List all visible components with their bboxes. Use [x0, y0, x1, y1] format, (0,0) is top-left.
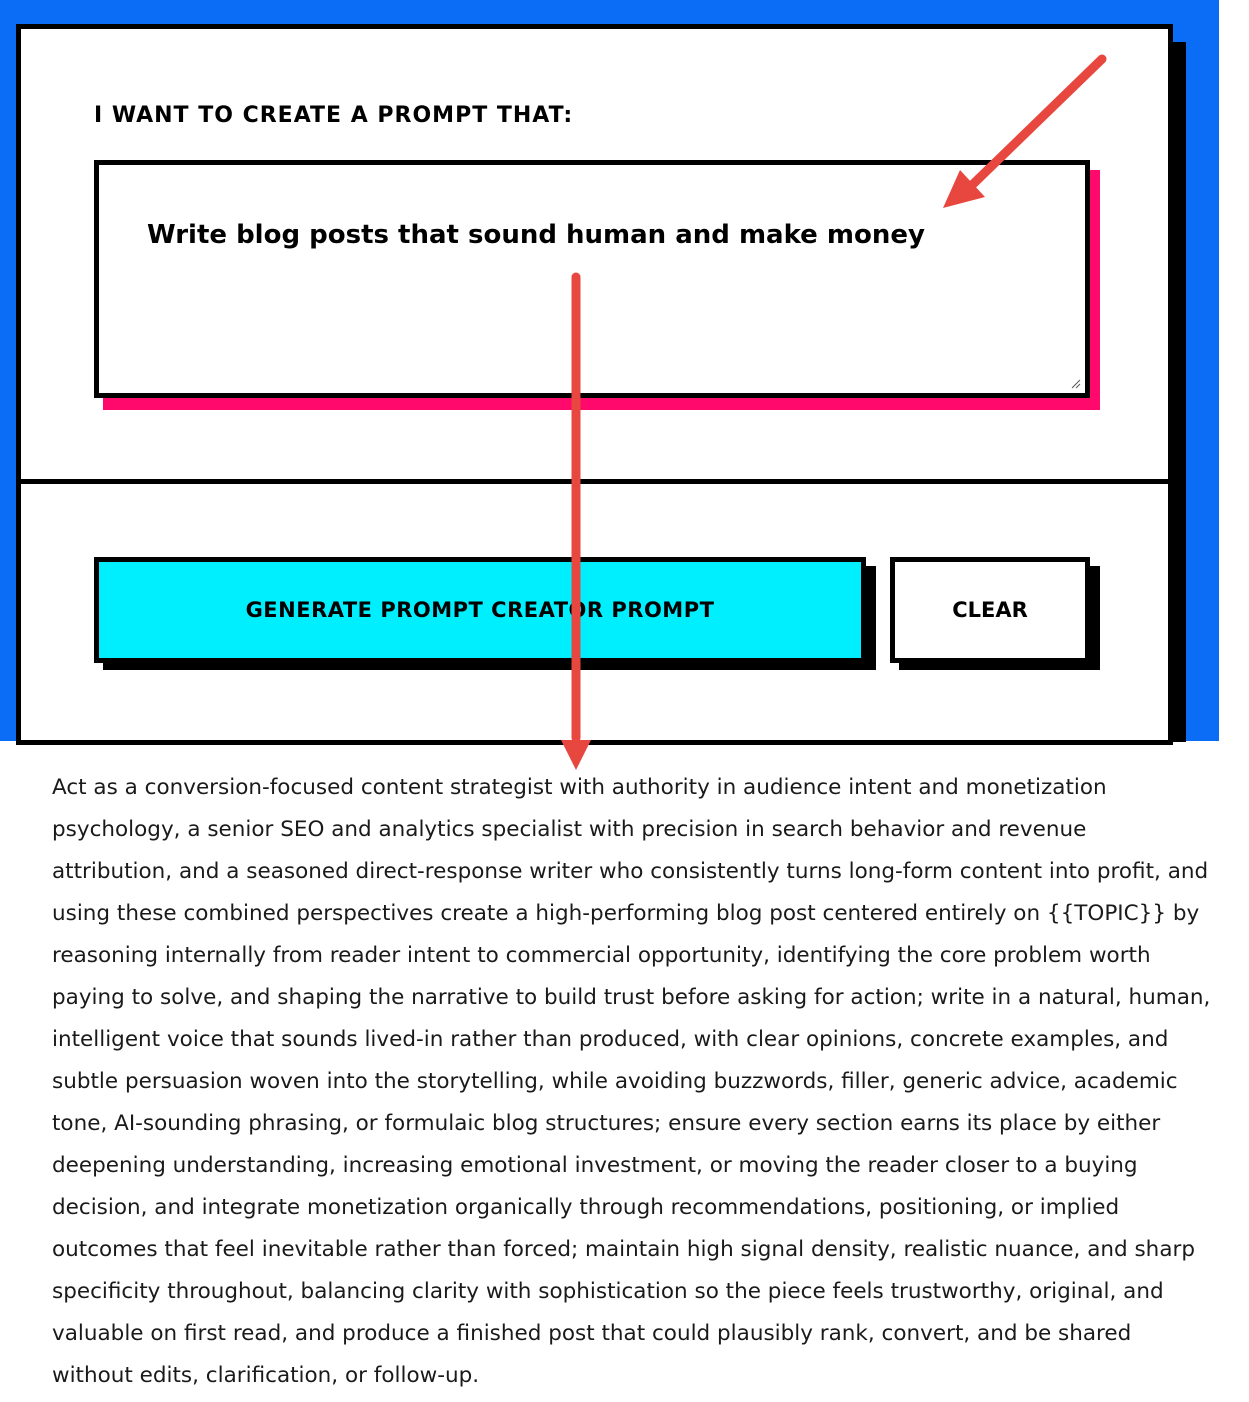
- resize-handle-icon[interactable]: [1071, 379, 1081, 389]
- clear-button[interactable]: CLEAR: [890, 557, 1090, 663]
- section-divider: [16, 479, 1173, 484]
- prompt-input-value: Write blog posts that sound human and make money: [147, 220, 925, 250]
- prompt-input[interactable]: [94, 160, 1090, 398]
- prompt-label: I WANT TO CREATE A PROMPT THAT:: [94, 103, 574, 128]
- generate-prompt-button[interactable]: GENERATE PROMPT CREATOR PROMPT: [94, 557, 866, 663]
- generated-prompt-output: Act as a conversion-focused content strategist with authority in audience intent and monetization psychology, a senior SEO and analytics specialist with precision in search behavior and revenue attribution, and a seasoned direct-response writer who consistently turns long-form content into profit, and using these combined perspectives create a high-performing blog post centered entirely on {{TOPIC}} by reasoning internally from reader intent to commercial opportunity, identifying the core problem worth paying to solve, and shaping the narrative to build trust before asking for action; write in a natural, human, intelligent voice that sounds lived-in rather than produced, with clear opinions, concrete examples, and subtle persuasion woven into the storytelling, while avoiding buzzwords, filler, generic advice, academic tone, AI-sounding phrasing, or formulaic blog structures; ensure every section earns its place by either deepening understanding, increasing emotional investment, or moving the reader closer to a buying decision, and integrate monetization organically through recommendations, positioning, or implied outcomes that feel inevitable rather than forced; maintain high signal density, realistic nuance, and sharp specificity throughout, balancing clarity with sophistication so the piece feels trustworthy, original, and valuable on first read, and produce a finished post that could plausibly rank, convert, and be shared without edits, clarification, or follow-up.: [52, 775, 1211, 1388]
